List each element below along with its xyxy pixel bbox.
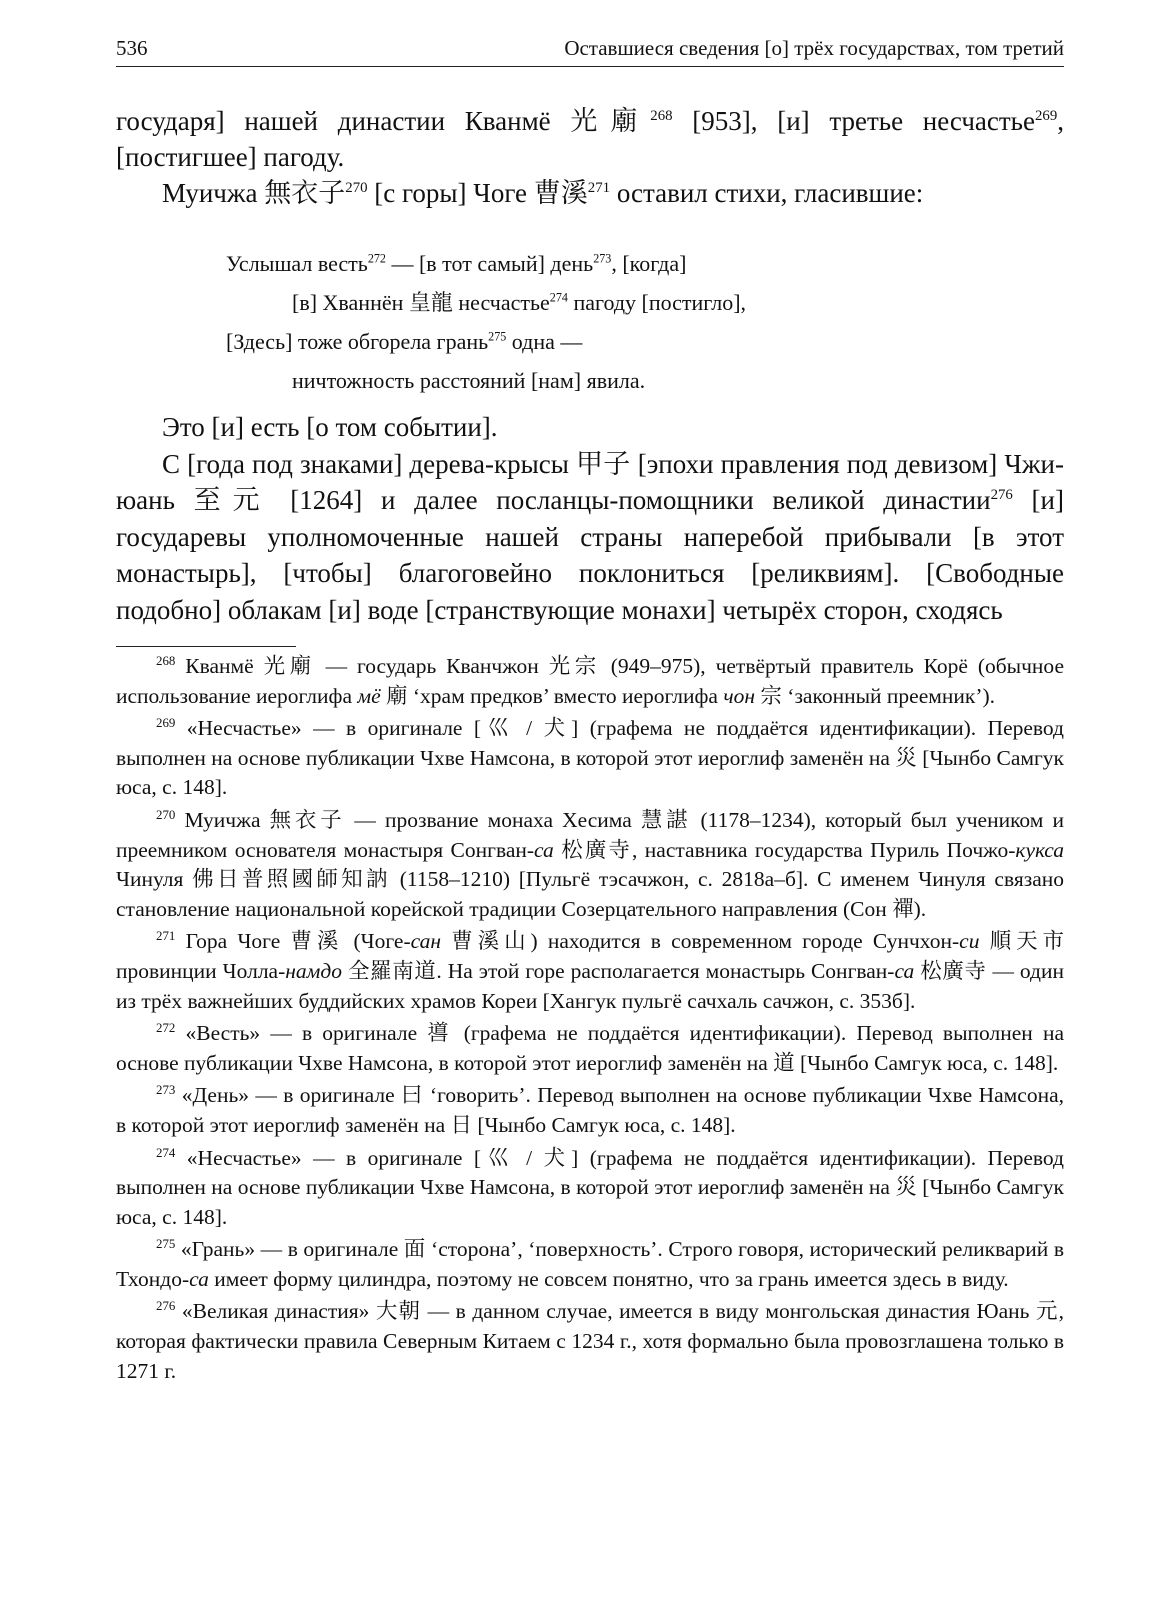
italic-term: кукса — [1015, 837, 1064, 862]
footnote-271 — [116, 927, 1064, 1016]
italic-term: са — [894, 958, 915, 983]
text-run: имеет форму цилиндра, поэтому не совсем понятно, что за грань имеется здесь в виду. — [208, 1266, 1009, 1291]
footnote-276 — [116, 1297, 1064, 1386]
footnote-268 — [116, 652, 1064, 711]
main-text-top — [116, 103, 1064, 211]
italic-term: мё — [357, 683, 381, 708]
footnote-ref: 276 — [990, 487, 1013, 503]
footnote-ref: 270 — [345, 180, 368, 196]
text-run: «День» — в оригинале 曰 ‘говорить’. Перевод выполнен на основе публикации Чхве Намсона, в которой этот иероглиф заменён на 日 [Чынбо Самгук юса, с. 148]. — [116, 1083, 1064, 1137]
text-run: Кванмё 光廟 — государь Кванчжон 光宗 (949–975), четвёртый правитель Корё (обычное использование иероглифа — [116, 654, 1064, 708]
footnote-number: 270 — [156, 807, 176, 822]
footnote-273 — [116, 1081, 1064, 1140]
footnote-number: 273 — [156, 1083, 176, 1098]
footnote-ref: 273 — [593, 251, 612, 266]
footnotes — [116, 652, 1064, 1389]
text-run: 全羅南道. На этой горе располагается монастырь Сонгван- — [342, 958, 895, 983]
italic-term: намдо — [285, 958, 343, 983]
text-run: 曹溪山) находится в современном городе Сунчхон- — [441, 929, 960, 954]
footnote-269 — [116, 714, 1064, 803]
text-run: 宗 ‘законный преемник’). — [755, 683, 996, 708]
footnote-number: 268 — [156, 653, 176, 668]
text-run: 順天市 провинции Чолла- — [116, 929, 1064, 983]
footnote-number: 272 — [156, 1020, 176, 1035]
text-run: 松廣寺, наставника государства Пуриль Почжо- — [553, 837, 1016, 862]
footnote-ref: 268 — [650, 108, 673, 124]
text-run: Муичжа 無衣子 — прозвание монаха Хесима 慧諶 (1178–1234), который был учеником и преемником основателя монастыря Сонгван- — [116, 807, 1064, 862]
text-run: одна — — [506, 329, 583, 354]
text-run: [953], [и] третье несчастье — [672, 106, 1035, 136]
italic-term: са — [189, 1266, 209, 1291]
paragraph-4 — [116, 446, 1064, 629]
text-run: [в] Хваннён 皇龍 несчастье — [292, 290, 550, 315]
text-run: «Весть» — в оригинале 噵 (графема не поддаётся идентификации). Перевод выполнен на основе публикации Чхве Намсона, в которой этот иероглиф заменён на 道 [Чынбо Самгук юса, с. 148]. — [116, 1021, 1064, 1075]
text-run: — [в тот самый] день — [385, 251, 594, 276]
running-title: Оставшиеся сведения [о] трёх государствах, том третий — [564, 36, 1064, 60]
running-header — [116, 36, 1064, 67]
poem-block — [226, 244, 1046, 400]
page-number: 536 — [116, 36, 148, 60]
footnote-ref: 275 — [488, 329, 507, 344]
paragraph-3: Это [и] есть [о том событии]. — [162, 412, 498, 442]
poem-line-1 — [226, 244, 1046, 283]
paragraph-1 — [116, 103, 1064, 175]
poem-line-3 — [226, 322, 1046, 361]
text-run: [и] государевы уполномоченные нашей страны наперебой прибывали [в этот монастырь], [чтобы] благоговейно поклониться [реликвиям]. [Свободные подобно] облакам [и] воде [странствующие монахи] четырёх сторон, сходясь — [116, 485, 1064, 625]
footnote-270 — [116, 806, 1064, 924]
poem-line-2 — [226, 283, 1046, 322]
footnote-number: 276 — [156, 1299, 176, 1314]
italic-term: са — [534, 837, 554, 862]
text-run: С [года под знаками] дерева-крысы 甲子 [эпохи правления под девизом] Чжи-юань 至元 [1264] и далее посланцы-помощники великой династии — [116, 448, 1064, 515]
text-run: 廟 ‘храм предков’ вместо иероглифа — [380, 683, 724, 708]
text-run: 松廣寺 — один из трёх важнейших буддийских храмов Кореи [Хангук пульгё сачхаль сачжон, с. 353б]. — [116, 958, 1064, 1013]
footnote-275 — [116, 1235, 1064, 1294]
footnote-ref: 271 — [587, 180, 611, 196]
text-run: «Несчастье» — в оригинале [巛 / 犬] (графема не поддаётся идентификации). Перевод выполнен на основе публикации Чхве Намсона, в которой этот иероглиф заменён на 災 [Чынбо Самгук юса, с. 148]. — [116, 716, 1064, 800]
text-run: , [постигшее] пагоду. — [116, 106, 1064, 172]
footnote-number: 269 — [156, 716, 176, 731]
footnote-272 — [116, 1019, 1064, 1078]
text-run: , [когда] — [611, 251, 687, 276]
italic-term: чон — [723, 683, 756, 708]
paragraph-2 — [116, 175, 1064, 211]
footnote-number: 274 — [156, 1145, 176, 1160]
text-run: [с горы] Чоге 曹溪 — [367, 178, 588, 208]
italic-term: си — [959, 929, 980, 954]
footnote-number: 271 — [156, 929, 176, 944]
text-run: Услышал весть — [226, 251, 368, 276]
footnote-274 — [116, 1144, 1064, 1233]
text-run: оставил стихи, гласившие: — [610, 178, 924, 208]
footnote-ref: 274 — [549, 290, 568, 305]
footnote-ref: 272 — [367, 251, 386, 266]
footnote-number: 275 — [156, 1237, 176, 1252]
text-run: Муичжа 無衣子 — [162, 178, 346, 208]
poem-line-4: ничтожность расстояний [нам] явила. — [292, 368, 646, 393]
text-run: Гора Чоге 曹溪 (Чоге- — [175, 929, 411, 954]
footnote-separator — [116, 646, 296, 647]
footnote-ref: 269 — [1034, 108, 1058, 124]
text-run: пагоду [постигло], — [567, 290, 747, 315]
text-run: государя] нашей династии Кванмё 光廟 — [116, 106, 651, 136]
text-run: [Здесь] тоже обгорела грань — [226, 329, 489, 354]
text-run: «Грань» — в оригинале 面 ‘сторона’, ‘поверхность’. Строго говоря, исторический реликварий в Тхондо- — [116, 1237, 1064, 1291]
text-run: «Великая династия» 大朝 — в данном случае, имеется в виду монгольская династия Юань 元, которая фактически правила Северным Китаем с 1234 г., хотя формально была провозглашена только в 1271 г. — [116, 1299, 1064, 1383]
text-run: Чинуля 佛日普照國師知訥 (1158–1210) [Пульгё тэсачжон, с. 2818а–б]. С именем Чинуля связано становление национальной корейской традиции Созерцательного направления (Сон 禪). — [116, 867, 1064, 921]
italic-term: сан — [410, 929, 442, 954]
text-run: «Несчастье» — в оригинале [巛 / 犬] (графема не поддаётся идентификации). Перевод выполнен на основе публикации Чхве Намсона, в которой этот иероглиф заменён на 災 [Чынбо Самгук юса, с. 148]. — [116, 1145, 1064, 1229]
main-text-bottom — [116, 409, 1064, 628]
